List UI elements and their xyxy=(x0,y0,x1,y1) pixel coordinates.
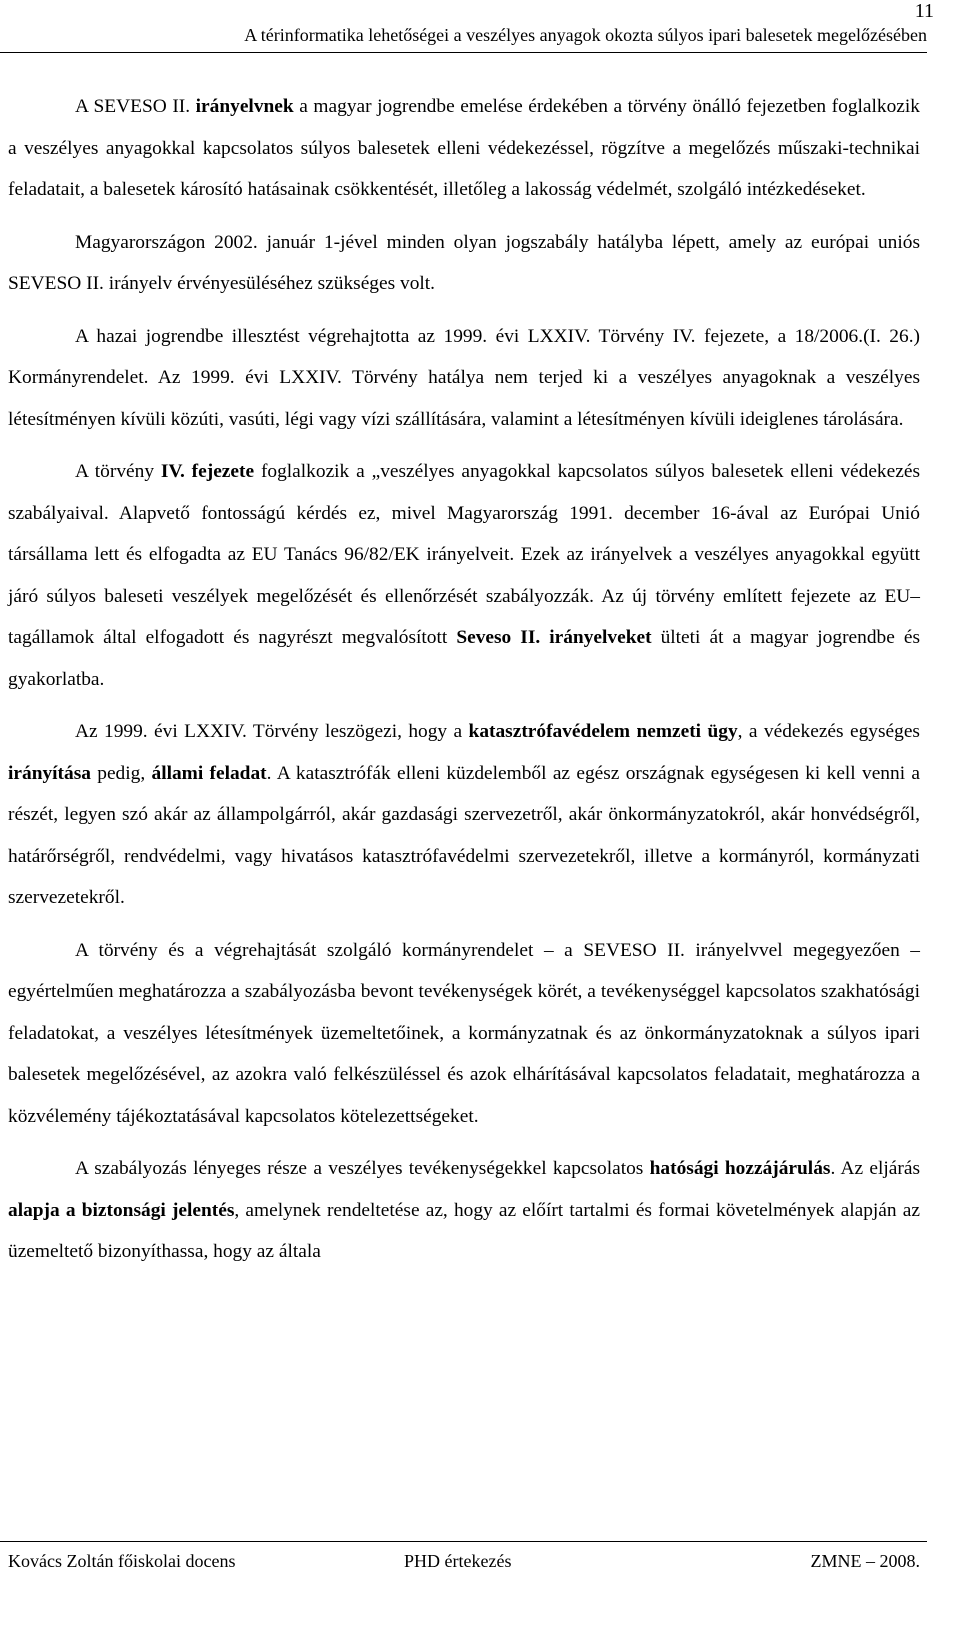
running-header: A térinformatika lehetőségei a veszélyes anyagok okozta súlyos ipari balesetek megelőzésében xyxy=(0,24,927,53)
text-run: Magyarországon 2002. január 1-jével minden olyan jogszabály hatályba lépett, amely az európai uniós SEVESO II. irányelv érvényesüléséhez szükséges volt. xyxy=(8,231,920,294)
paragraph-2002-law xyxy=(8,222,920,305)
text-run: A szabályozás lényeges része a veszélyes tevékenységekkel kapcsolatos xyxy=(75,1158,650,1179)
text-run: pedig, xyxy=(90,762,152,784)
paragraph-government-decree xyxy=(8,930,920,1138)
text-run: . Az eljárás xyxy=(830,1158,920,1179)
text-run: a magyar jogrendbe emelése érdekében a törvény önálló fejezetben foglalkozik a veszélyes anyagokkal kapcsolatos súlyos balesetek elleni védekezéssel, rögzítve a megelőzés műszaki-technikai feladatait, a balesetek károsító hatásainak csökkentését, illetőleg a lakosság védelmét, szolgáló intézkedéseket. xyxy=(8,96,920,200)
text-run: Az 1999. évi LXXIV. Törvény leszögezi, hogy a xyxy=(75,721,469,742)
page-number: 11 xyxy=(914,0,934,22)
document-body xyxy=(8,86,920,1273)
text-run: . A katasztrófák elleni küzdelemből az egész országnak egységesen ki kell venni a részét, legyen szó akár az állampolgárról, akár gazdasági szervezetről, akár önkormányzatokról, akár honvédségről, határőrségről, rendvédelmi, vagy hivatásos katasztrófavédelmi szervezetekről, illetve a kormányról, kormányzati szervezetekről. xyxy=(8,762,920,908)
paragraph-authority-approval xyxy=(8,1148,920,1273)
bold-run: irányítása xyxy=(8,762,91,784)
footer-doc-type: PHD értekezés xyxy=(404,1551,512,1571)
page-footer xyxy=(8,1548,920,1574)
text-run: , amelynek rendeltetése az, hogy az előírt tartalmi és formai követelmények alapján az üzemeltető bizonyíthassa, hogy az általa xyxy=(8,1199,920,1262)
bold-run: hatósági hozzájárulás xyxy=(649,1158,831,1179)
bold-run: Seveso II. irányelveket xyxy=(456,627,652,648)
text-run: ülteti át a magyar jogrendbe és gyakorlatba. xyxy=(8,627,921,690)
paragraph-implementation xyxy=(8,316,920,441)
bold-run: irányelvnek xyxy=(195,96,294,117)
bold-run: katasztrófavédelem nemzeti ügy xyxy=(468,721,738,742)
text-run: A törvény xyxy=(75,461,161,482)
text-run: A törvény és a végrehajtását szolgáló kormányrendelet – a SEVESO II. irányelvvel megegyezően – egyértelműen meghatározza a szabályozásba bevont tevékenységek körét, a tevékenységgel kapcsolatos szakhatósági feladatokat, a veszélyes létesítmények üzemeltetőinek, a kormányzatnak és az önkormányzatoknak a súlyos ipari balesetek megelőzésével, az azokra való felkészüléssel és azok elhárításával kapcsolatos feladatait, meghatározza a közvélemény tájékoztatásával kapcsolatos kötelezettségeket. xyxy=(8,939,920,1127)
bold-run: alapja a biztonsági jelentés xyxy=(8,1199,235,1221)
bold-run: állami feladat xyxy=(151,762,267,784)
bold-run: IV. fejezete xyxy=(160,461,255,482)
text-run: A hazai jogrendbe illesztést végrehajtotta az 1999. évi LXXIV. Törvény IV. fejezete, a 18/2006.(I. 26.) Kormányrendelet. Az 1999. évi LXXIV. Törvény hatálya nem terjed ki a veszélyes anyagoknak a veszélyes létesítményen kívüli közúti, vasúti, légi vagy vízi szállítására, valamint a létesítményen kívüli ideiglenes tárolására. xyxy=(8,325,920,430)
text-run: A SEVESO II. xyxy=(75,96,196,117)
text-run: foglalkozik a „veszélyes anyagokkal kapcsolatos súlyos balesetek elleni védekezés szabályaival. Alapvető fontosságú kérdés ez, mivel Magyarország 1991. december 16-ával az Európai Unió társállama lett és elfogadta az EU Tanács 96/82/EK irányelveit. Ezek az irányelvek a veszélyes anyagokkal együtt járó súlyos baleseti veszélyek megelőzését és ellenőrzését szabályozzák. Az új törvény említett fejezete az EU–tagállamok által elfogadott és nagyrészt megvalósított xyxy=(8,461,920,648)
footer-institution: ZMNE – 2008. xyxy=(810,1551,920,1571)
text-run: , a védekezés egységes xyxy=(737,721,920,742)
footer-author: Kovács Zoltán főiskolai docens xyxy=(8,1551,236,1571)
footer-divider xyxy=(0,1541,927,1542)
paragraph-chapter-iv xyxy=(8,451,920,700)
paragraph-national-matter xyxy=(8,711,920,919)
paragraph-seveso-intro xyxy=(8,86,920,211)
